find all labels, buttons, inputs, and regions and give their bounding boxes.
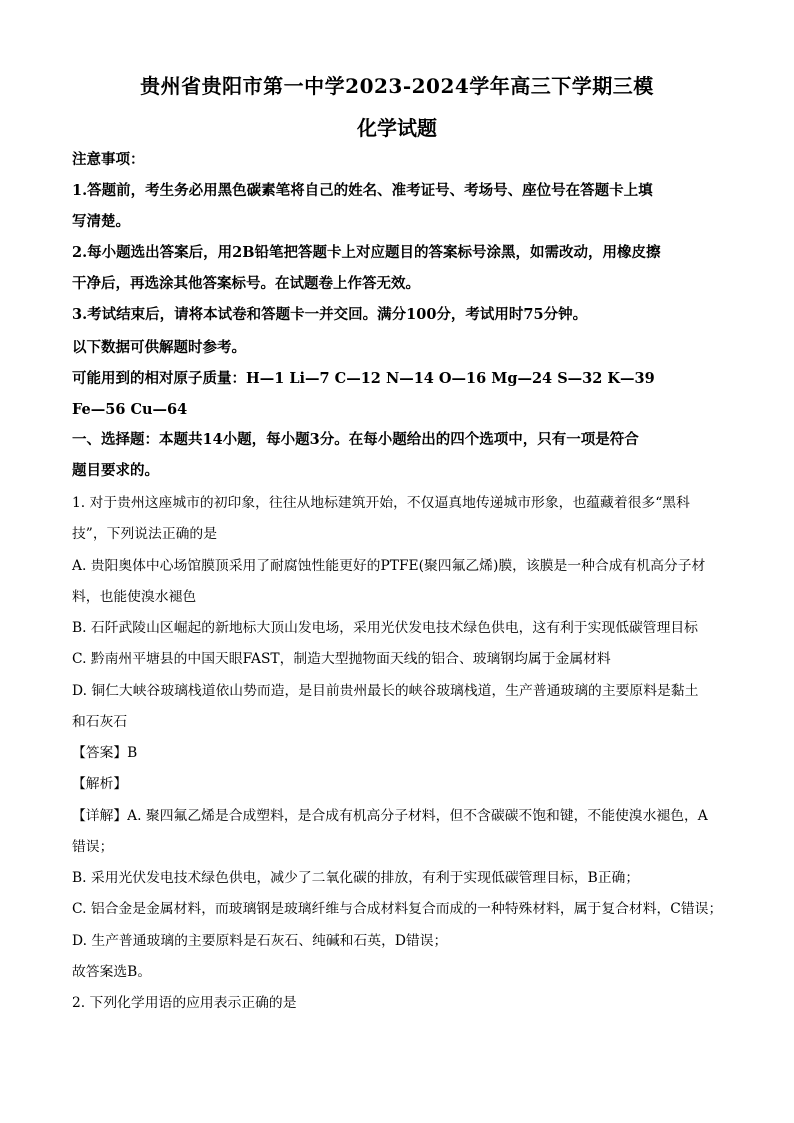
question-1-stem: 1. 对于贵州这座城市的初印象，往往从地标建筑开始，不仅逼真地传递城市形象，也蕴藏着很多“黑科 xyxy=(72,495,690,511)
question-1-option-d: D. 铜仁大峡谷玻璃栈道依山势而造，是目前贵州最长的峡谷玻璃栈道，生产普通玻璃的主要原料是黏土 xyxy=(72,683,699,699)
section-heading: 一、选择题：本题共14小题，每小题3分。在每小题给出的四个选项中，只有一项是符合 xyxy=(72,431,639,448)
notice-item-2: 2.每小题选出答案后，用2B铅笔把答题卡上对应题目的答案标号涂黑，如需改动，用橡皮擦 xyxy=(72,244,661,261)
detail-b: B. 采用光伏发电技术绿色供电，减少了二氧化碳的排放，有利于实现低碳管理目标，B正确； xyxy=(72,870,640,886)
answer-label: 【答案】B xyxy=(72,745,138,761)
question-2-stem: 2. 下列化学用语的应用表示正确的是 xyxy=(72,995,297,1011)
conclusion: 故答案选B。 xyxy=(72,964,152,980)
notice-item-3: 3.考试结束后，请将本试卷和答题卡一并交回。满分100分，考试用时75分钟。 xyxy=(72,306,588,323)
analysis-heading: 【解析】 xyxy=(72,776,128,792)
question-1-stem-cont: 技”，下列说法正确的是 xyxy=(72,526,218,542)
notice-item-1-cont: 写清楚。 xyxy=(72,213,130,230)
question-1-option-a-cont: 料，也能使溴水褪色 xyxy=(72,589,197,605)
question-1-option-b: B. 石阡武陵山区崛起的新地标大顶山发电场，采用光伏发电技术绿色供电，这有利于实现低碳管理目标 xyxy=(72,620,698,636)
reference-note: 以下数据可供解题时参考。 xyxy=(72,339,246,356)
section-heading-cont: 题目要求的。 xyxy=(72,462,159,479)
notice-item-2-cont: 干净后，再选涂其他答案标号。在试题卷上作答无效。 xyxy=(72,275,420,292)
question-1-option-a: A. 贵阳奥体中心场馆膜顶采用了耐腐蚀性能更好的PTFE(聚四氟乙烯)膜，该膜是一种合成有机高分子材 xyxy=(72,558,706,574)
question-1-option-d-cont: 和石灰石 xyxy=(72,714,128,730)
detail-c: C. 铝合金是金属材料，而玻璃钢是玻璃纤维与合成材料复合而成的一种特殊材料，属于复合材料，C错误； xyxy=(72,901,723,917)
atomic-masses: 可能用到的相对原子质量：H—1 Li—7 C—12 N—14 O—16 Mg—24 S—32 K—39 xyxy=(72,370,655,387)
exam-subject: 化学试题 xyxy=(357,116,437,140)
notice-heading: 注意事项： xyxy=(72,151,145,168)
atomic-masses-cont: Fe—56 Cu—64 xyxy=(72,401,188,418)
detail-a-cont: 错误； xyxy=(72,839,114,855)
question-1-option-c: C. 黔南州平塘县的中国天眼FAST，制造大型抛物面天线的铝合、玻璃钢均属于金属材料 xyxy=(72,651,611,667)
detail-a: 【详解】A. 聚四氟乙烯是合成塑料，是合成有机高分子材料，但不含碳碳不饱和键，不能使溴水褪色，A xyxy=(72,808,708,824)
exam-title: 贵州省贵阳市第一中学2023-2024学年高三下学期三模 xyxy=(140,74,654,98)
detail-d: D. 生产普通玻璃的主要原料是石灰石、纯碱和石英，D错误； xyxy=(72,933,448,949)
notice-item-1: 1.答题前，考生务必用黑色碳素笔将自己的姓名、准考证号、考场号、座位号在答题卡上填 xyxy=(72,182,653,199)
